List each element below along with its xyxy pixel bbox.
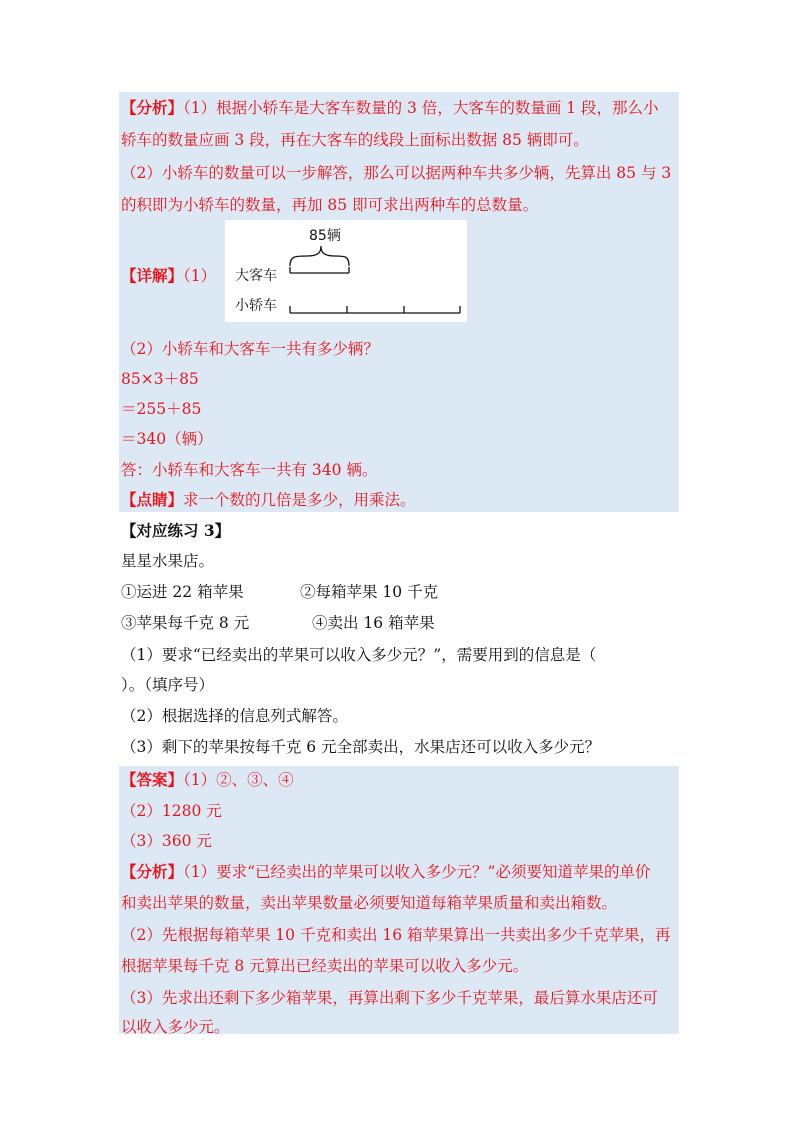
info-item-4: ④卖出 16 箱苹果 bbox=[312, 614, 435, 632]
exercise-q2: （2）根据选择的信息列式解答。 bbox=[121, 707, 348, 725]
calc-step-1: 85×3＋85 bbox=[121, 370, 199, 388]
calc-step-3: ＝340（辆） bbox=[121, 430, 213, 448]
analysis-tag: 【分析】 bbox=[121, 98, 184, 117]
calc-step-2: ＝255＋85 bbox=[121, 400, 202, 418]
info-item-3: ③苹果每千克 8 元 bbox=[121, 614, 250, 632]
brace bbox=[290, 246, 349, 266]
analysis-line-2: 轿车的数量应画 3 段，再在大客车的线段上面标出数据 85 辆即可。 bbox=[121, 131, 589, 149]
car-label: 小轿车 bbox=[235, 298, 277, 314]
exercise-q1-line-1: （1）要求“已经卖出的苹果可以收入多少元？”，需要用到的信息是（ bbox=[121, 646, 597, 664]
brace-label: 85辆 bbox=[309, 228, 341, 244]
answer-line: 答：小轿车和大客车一共有 340 辆。 bbox=[121, 461, 378, 479]
question-2: （2）小轿车和大客车一共有多少辆？ bbox=[121, 340, 379, 358]
exercise-analysis-line-5: （3）先求出还剩下多少箱苹果，再算出剩下多少千克苹果，最后算水果店还可 bbox=[121, 989, 658, 1007]
exercise-analysis-line-2: 和卖出苹果的数量，卖出苹果数量必须要知道每箱苹果质量和卖出箱数。 bbox=[121, 894, 618, 912]
exercise-analysis-line-3: （2）先根据每箱苹果 10 千克和卖出 16 箱苹果算出一共卖出多少千克苹果，再 bbox=[121, 926, 671, 944]
exercise-q3: （3）剩下的苹果按每千克 6 元全部卖出，水果店还可以收入多少元？ bbox=[121, 738, 601, 756]
line-segment-diagram bbox=[225, 220, 467, 322]
answer-line-3: （3）360 元 bbox=[121, 832, 212, 850]
exercise-heading: 【对应练习 3】 bbox=[121, 521, 231, 540]
info-item-1: ①运进 22 箱苹果 bbox=[121, 583, 244, 601]
analysis-line-4: 的积即为小轿车的数量，再加 85 即可求出两种车的总数量。 bbox=[121, 196, 539, 214]
answer-line-1: 【答案】（1）②、③、④ bbox=[121, 770, 294, 789]
detail-tag: 【详解】 bbox=[121, 266, 184, 285]
tip-tag: 【点睛】 bbox=[121, 490, 184, 509]
bus-label: 大客车 bbox=[235, 268, 277, 284]
exercise-analysis-line-1: 【分析】（1）要求“已经卖出的苹果可以收入多少元？”必须要知道苹果的单价 bbox=[121, 862, 651, 881]
answer-tag: 【答案】 bbox=[121, 770, 184, 789]
exercise-intro: 星星水果店。 bbox=[121, 552, 215, 570]
tip-line: 【点睛】求一个数的几倍是多少，用乘法。 bbox=[121, 490, 416, 509]
answer-line-2: （2）1280 元 bbox=[121, 802, 222, 820]
info-item-2: ②每箱苹果 10 千克 bbox=[300, 583, 439, 601]
exercise-analysis-line-4: 根据苹果每千克 8 元算出已经卖出的苹果可以收入多少元。 bbox=[121, 957, 529, 975]
analysis-line-1: 【分析】（1）根据小轿车是大客车数量的 3 倍，大客车的数量画 1 段，那么小 bbox=[121, 98, 659, 117]
exercise-q1-line-2: ）。（填序号） bbox=[121, 676, 215, 694]
exercise-analysis-tag: 【分析】 bbox=[121, 862, 184, 881]
detail-line: 【详解】（1） bbox=[121, 266, 217, 285]
analysis-line-3: （2）小轿车的数量可以一步解答，那么可以据两种车共多少辆，先算出 85 与 3 bbox=[121, 164, 672, 182]
exercise-analysis-line-6: 以收入多少元。 bbox=[121, 1018, 230, 1036]
